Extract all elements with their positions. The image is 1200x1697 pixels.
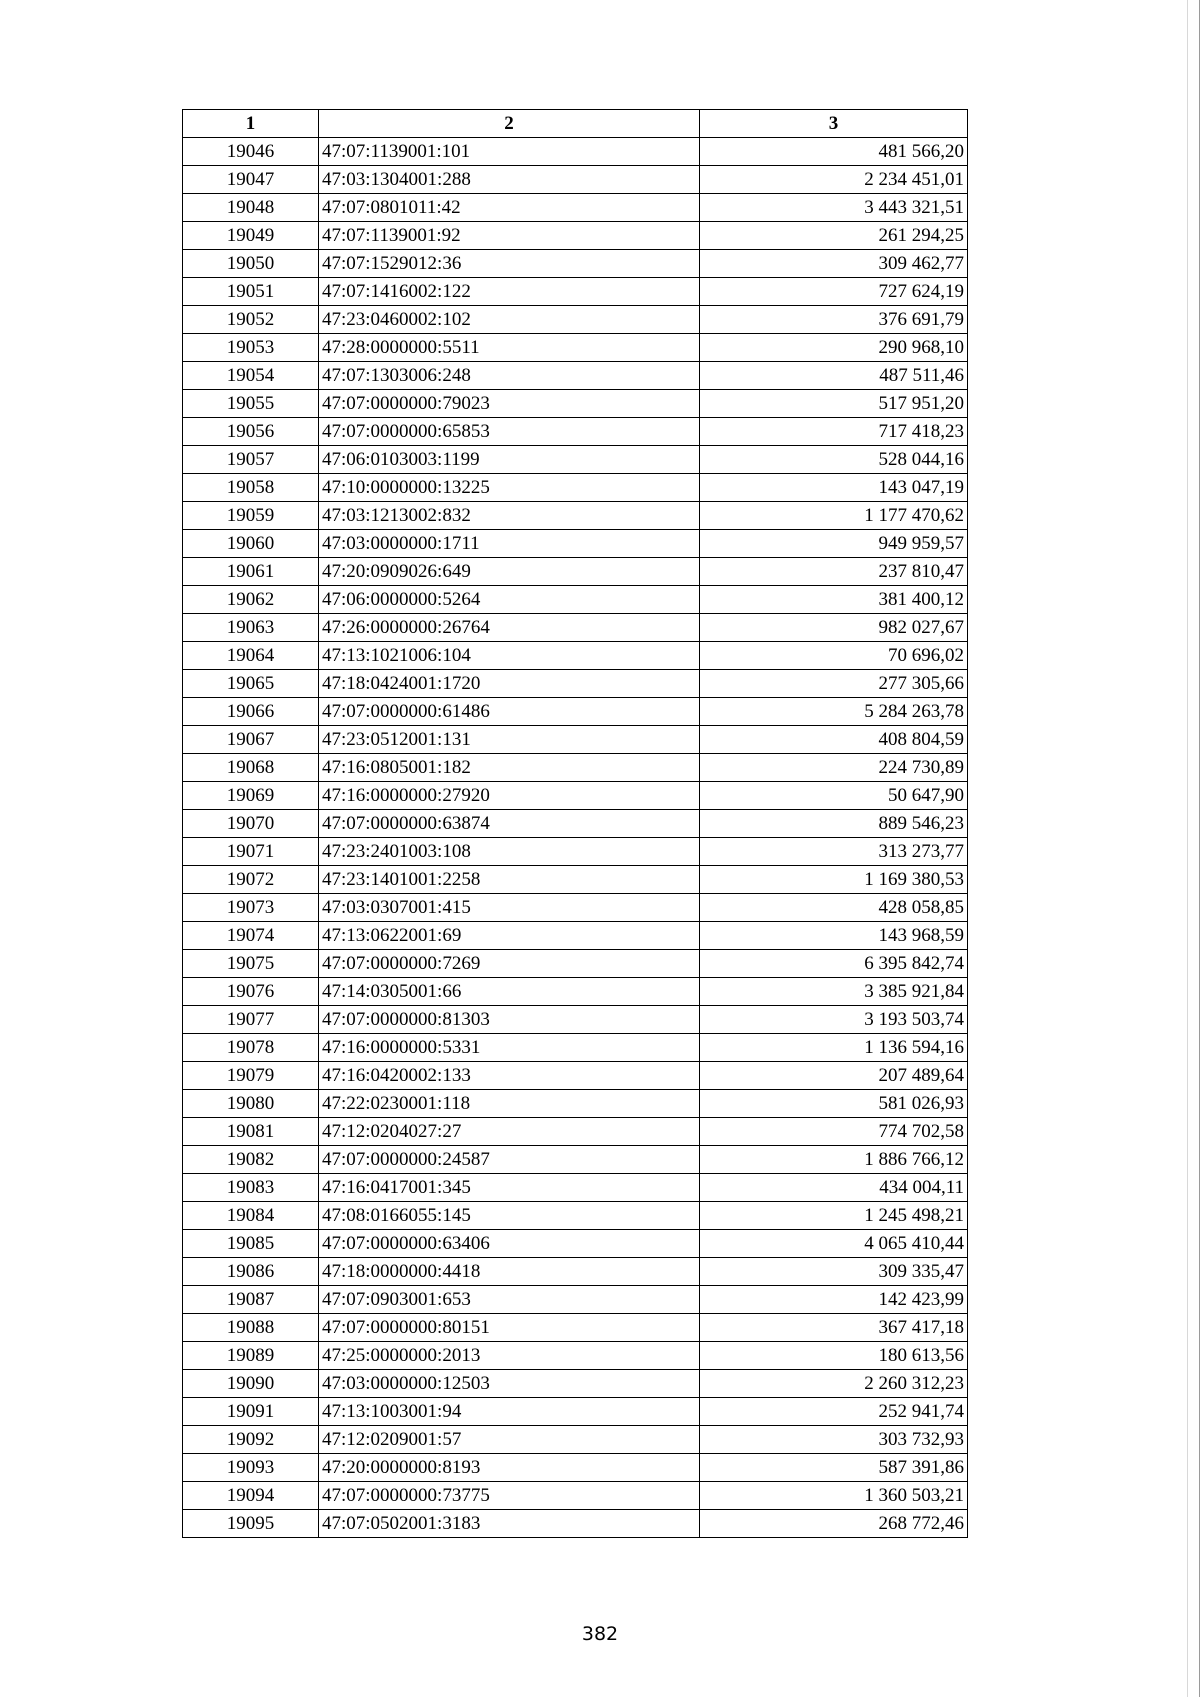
table-row: [183, 474, 968, 502]
column-header-3: 3: [700, 110, 968, 138]
cadastral-number-cell: 47:07:0000000:7269: [319, 950, 700, 978]
table-row: [183, 614, 968, 642]
table-row: [183, 642, 968, 670]
row-number-cell: 19075: [183, 950, 319, 978]
cadastral-number-cell: 47:18:0000000:4418: [319, 1258, 700, 1286]
value-cell: 727 624,19: [700, 278, 968, 306]
row-number-cell: 19056: [183, 418, 319, 446]
value-cell: 309 335,47: [700, 1258, 968, 1286]
cadastral-number-cell: 47:07:0000000:73775: [319, 1482, 700, 1510]
row-number-cell: 19071: [183, 838, 319, 866]
table-row: [183, 222, 968, 250]
row-number-cell: 19047: [183, 166, 319, 194]
cadastral-number-cell: 47:07:1139001:92: [319, 222, 700, 250]
table-row: [183, 670, 968, 698]
value-cell: 261 294,25: [700, 222, 968, 250]
page-number: 382: [581, 1623, 619, 1645]
row-number-cell: 19079: [183, 1062, 319, 1090]
row-number-cell: 19090: [183, 1370, 319, 1398]
value-cell: 367 417,18: [700, 1314, 968, 1342]
table-row: [183, 1398, 968, 1426]
value-cell: 303 732,93: [700, 1426, 968, 1454]
table-row: [183, 502, 968, 530]
row-number-cell: 19087: [183, 1286, 319, 1314]
value-cell: 180 613,56: [700, 1342, 968, 1370]
cadastral-number-cell: 47:22:0230001:118: [319, 1090, 700, 1118]
cadastral-number-cell: 47:07:1303006:248: [319, 362, 700, 390]
value-cell: 434 004,11: [700, 1174, 968, 1202]
cadastral-number-cell: 47:07:0000000:65853: [319, 418, 700, 446]
row-number-cell: 19060: [183, 530, 319, 558]
table-row: [183, 754, 968, 782]
table-row: [183, 418, 968, 446]
value-cell: 949 959,57: [700, 530, 968, 558]
table-row: [183, 1146, 968, 1174]
value-cell: 889 546,23: [700, 810, 968, 838]
cadastral-number-cell: 47:08:0166055:145: [319, 1202, 700, 1230]
row-number-cell: 19053: [183, 334, 319, 362]
table-row: [183, 1006, 968, 1034]
row-number-cell: 19069: [183, 782, 319, 810]
cadastral-number-cell: 47:07:0903001:653: [319, 1286, 700, 1314]
value-cell: 381 400,12: [700, 586, 968, 614]
cadastral-number-cell: 47:16:0000000:5331: [319, 1034, 700, 1062]
value-cell: 268 772,46: [700, 1510, 968, 1538]
cadastral-number-cell: 47:28:0000000:5511: [319, 334, 700, 362]
table-row: [183, 782, 968, 810]
value-cell: 1 245 498,21: [700, 1202, 968, 1230]
cadastral-number-cell: 47:26:0000000:26764: [319, 614, 700, 642]
row-number-cell: 19059: [183, 502, 319, 530]
cadastral-number-cell: 47:07:0000000:24587: [319, 1146, 700, 1174]
row-number-cell: 19058: [183, 474, 319, 502]
cadastral-number-cell: 47:07:0000000:63406: [319, 1230, 700, 1258]
row-number-cell: 19070: [183, 810, 319, 838]
row-number-cell: 19055: [183, 390, 319, 418]
value-cell: 50 647,90: [700, 782, 968, 810]
cadastral-number-cell: 47:07:1139001:101: [319, 138, 700, 166]
value-cell: 4 065 410,44: [700, 1230, 968, 1258]
value-cell: 528 044,16: [700, 446, 968, 474]
cadastral-number-cell: 47:03:0000000:1711: [319, 530, 700, 558]
cadastral-number-cell: 47:13:0622001:69: [319, 922, 700, 950]
value-cell: 224 730,89: [700, 754, 968, 782]
value-cell: 313 273,77: [700, 838, 968, 866]
table-row: [183, 250, 968, 278]
row-number-cell: 19078: [183, 1034, 319, 1062]
row-number-cell: 19082: [183, 1146, 319, 1174]
table-row: [183, 558, 968, 586]
value-cell: 408 804,59: [700, 726, 968, 754]
table-row: [183, 1286, 968, 1314]
cadastral-number-cell: 47:10:0000000:13225: [319, 474, 700, 502]
table-row: [183, 1174, 968, 1202]
value-cell: 237 810,47: [700, 558, 968, 586]
row-number-cell: 19061: [183, 558, 319, 586]
cadastral-number-cell: 47:07:0000000:81303: [319, 1006, 700, 1034]
table-row: [183, 1258, 968, 1286]
table-row: [183, 1342, 968, 1370]
row-number-cell: 19072: [183, 866, 319, 894]
row-number-cell: 19074: [183, 922, 319, 950]
value-cell: 517 951,20: [700, 390, 968, 418]
cadastral-number-cell: 47:25:0000000:2013: [319, 1342, 700, 1370]
row-number-cell: 19083: [183, 1174, 319, 1202]
value-cell: 142 423,99: [700, 1286, 968, 1314]
row-number-cell: 19088: [183, 1314, 319, 1342]
row-number-cell: 19094: [183, 1482, 319, 1510]
cadastral-number-cell: 47:16:0417001:345: [319, 1174, 700, 1202]
value-cell: 376 691,79: [700, 306, 968, 334]
table-row: [183, 586, 968, 614]
table-row: [183, 1370, 968, 1398]
cadastral-number-cell: 47:23:2401003:108: [319, 838, 700, 866]
row-number-cell: 19068: [183, 754, 319, 782]
table-row: [183, 1090, 968, 1118]
value-cell: 1 360 503,21: [700, 1482, 968, 1510]
value-cell: 1 136 594,16: [700, 1034, 968, 1062]
value-cell: 309 462,77: [700, 250, 968, 278]
cadastral-number-cell: 47:07:1416002:122: [319, 278, 700, 306]
table-row: [183, 530, 968, 558]
cadastral-number-cell: 47:12:0209001:57: [319, 1426, 700, 1454]
value-cell: 581 026,93: [700, 1090, 968, 1118]
column-header-2: 2: [319, 110, 700, 138]
value-cell: 2 260 312,23: [700, 1370, 968, 1398]
column-header-1: 1: [183, 110, 319, 138]
row-number-cell: 19050: [183, 250, 319, 278]
cadastral-number-cell: 47:20:0000000:8193: [319, 1454, 700, 1482]
value-cell: 252 941,74: [700, 1398, 968, 1426]
value-cell: 587 391,86: [700, 1454, 968, 1482]
row-number-cell: 19051: [183, 278, 319, 306]
cadastral-number-cell: 47:03:0307001:415: [319, 894, 700, 922]
table-row: [183, 1230, 968, 1258]
value-cell: 2 234 451,01: [700, 166, 968, 194]
cadastral-number-cell: 47:03:1304001:288: [319, 166, 700, 194]
row-number-cell: 19093: [183, 1454, 319, 1482]
table-row: [183, 1482, 968, 1510]
table-row: [183, 1510, 968, 1538]
row-number-cell: 19052: [183, 306, 319, 334]
value-cell: 143 047,19: [700, 474, 968, 502]
cadastral-number-cell: 47:07:0502001:3183: [319, 1510, 700, 1538]
cadastral-number-cell: 47:23:0460002:102: [319, 306, 700, 334]
row-number-cell: 19085: [183, 1230, 319, 1258]
table-row: [183, 726, 968, 754]
table-row: [183, 1118, 968, 1146]
cadastral-number-cell: 47:13:1021006:104: [319, 642, 700, 670]
row-number-cell: 19089: [183, 1342, 319, 1370]
value-cell: 487 511,46: [700, 362, 968, 390]
table-row: [183, 698, 968, 726]
row-number-cell: 19077: [183, 1006, 319, 1034]
value-cell: 70 696,02: [700, 642, 968, 670]
value-cell: 207 489,64: [700, 1062, 968, 1090]
cadastral-number-cell: 47:14:0305001:66: [319, 978, 700, 1006]
table-row: [183, 278, 968, 306]
value-cell: 1 177 470,62: [700, 502, 968, 530]
table-row: [183, 1314, 968, 1342]
value-cell: 3 385 921,84: [700, 978, 968, 1006]
row-number-cell: 19092: [183, 1426, 319, 1454]
table-row: [183, 894, 968, 922]
table-row: [183, 362, 968, 390]
row-number-cell: 19067: [183, 726, 319, 754]
value-cell: 290 968,10: [700, 334, 968, 362]
value-cell: 774 702,58: [700, 1118, 968, 1146]
cadastral-number-cell: 47:12:0204027:27: [319, 1118, 700, 1146]
row-number-cell: 19064: [183, 642, 319, 670]
table-row: [183, 1426, 968, 1454]
row-number-cell: 19062: [183, 586, 319, 614]
value-cell: 481 566,20: [700, 138, 968, 166]
value-cell: 3 193 503,74: [700, 1006, 968, 1034]
value-cell: 717 418,23: [700, 418, 968, 446]
cadastral-number-cell: 47:07:1529012:36: [319, 250, 700, 278]
row-number-cell: 19066: [183, 698, 319, 726]
cadastral-number-cell: 47:18:0424001:1720: [319, 670, 700, 698]
row-number-cell: 19063: [183, 614, 319, 642]
cadastral-number-cell: 47:07:0000000:63874: [319, 810, 700, 838]
table-row: [183, 866, 968, 894]
row-number-cell: 19084: [183, 1202, 319, 1230]
cadastral-number-cell: 47:16:0000000:27920: [319, 782, 700, 810]
table-row: [183, 166, 968, 194]
row-number-cell: 19081: [183, 1118, 319, 1146]
table-row: [183, 922, 968, 950]
cadastral-number-cell: 47:23:1401001:2258: [319, 866, 700, 894]
table-row: [183, 390, 968, 418]
table-row: [183, 1202, 968, 1230]
value-cell: 5 284 263,78: [700, 698, 968, 726]
row-number-cell: 19057: [183, 446, 319, 474]
value-cell: 428 058,85: [700, 894, 968, 922]
table-row: [183, 950, 968, 978]
table-row: [183, 138, 968, 166]
row-number-cell: 19046: [183, 138, 319, 166]
table-row: [183, 1062, 968, 1090]
cadastral-number-cell: 47:07:0000000:80151: [319, 1314, 700, 1342]
table-row: [183, 810, 968, 838]
value-cell: 982 027,67: [700, 614, 968, 642]
row-number-cell: 19095: [183, 1510, 319, 1538]
table-row: [183, 306, 968, 334]
table-row: [183, 838, 968, 866]
value-cell: 1 169 380,53: [700, 866, 968, 894]
row-number-cell: 19049: [183, 222, 319, 250]
data-table: [182, 109, 968, 1538]
cadastral-number-cell: 47:07:0000000:79023: [319, 390, 700, 418]
row-number-cell: 19076: [183, 978, 319, 1006]
value-cell: 6 395 842,74: [700, 950, 968, 978]
cadastral-number-cell: 47:16:0420002:133: [319, 1062, 700, 1090]
cadastral-number-cell: 47:20:0909026:649: [319, 558, 700, 586]
cadastral-number-cell: 47:07:0000000:61486: [319, 698, 700, 726]
row-number-cell: 19080: [183, 1090, 319, 1118]
row-number-cell: 19086: [183, 1258, 319, 1286]
row-number-cell: 19054: [183, 362, 319, 390]
value-cell: 1 886 766,12: [700, 1146, 968, 1174]
value-cell: 143 968,59: [700, 922, 968, 950]
row-number-cell: 19073: [183, 894, 319, 922]
table-row: [183, 1034, 968, 1062]
value-cell: 277 305,66: [700, 670, 968, 698]
table-row: [183, 334, 968, 362]
cadastral-number-cell: 47:13:1003001:94: [319, 1398, 700, 1426]
cadastral-number-cell: 47:07:0801011:42: [319, 194, 700, 222]
cadastral-number-cell: 47:23:0512001:131: [319, 726, 700, 754]
header-row: [183, 110, 968, 138]
page-edge-shadow: [1187, 0, 1188, 1697]
row-number-cell: 19091: [183, 1398, 319, 1426]
table-row: [183, 446, 968, 474]
cadastral-number-cell: 47:06:0000000:5264: [319, 586, 700, 614]
table-body: [183, 138, 968, 1538]
cadastral-number-cell: 47:03:0000000:12503: [319, 1370, 700, 1398]
cadastral-number-cell: 47:03:1213002:832: [319, 502, 700, 530]
cadastral-number-cell: 47:16:0805001:182: [319, 754, 700, 782]
table-row: [183, 194, 968, 222]
table-row: [183, 978, 968, 1006]
cadastral-number-cell: 47:06:0103003:1199: [319, 446, 700, 474]
table-row: [183, 1454, 968, 1482]
value-cell: 3 443 321,51: [700, 194, 968, 222]
row-number-cell: 19065: [183, 670, 319, 698]
row-number-cell: 19048: [183, 194, 319, 222]
